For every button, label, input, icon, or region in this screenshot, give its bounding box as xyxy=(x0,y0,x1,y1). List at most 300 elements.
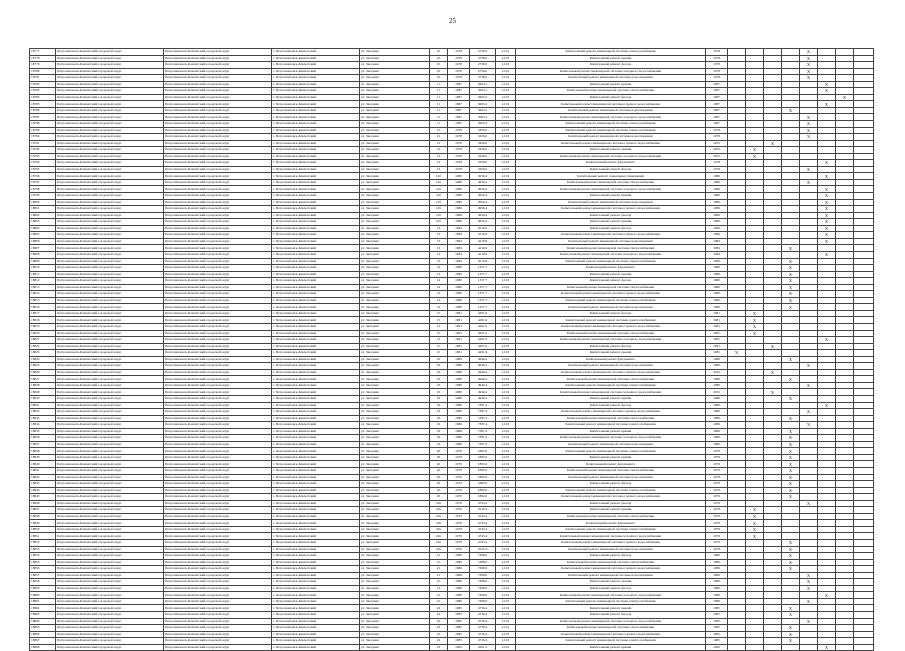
work-type-cell: Капитальный ремонт фасада xyxy=(516,553,706,560)
year-cell: 1986 xyxy=(448,559,470,566)
city-cell: г. Петропавловск-Камчатский xyxy=(272,644,360,651)
plan-year-cell: 1980 xyxy=(706,265,728,272)
work-type-cell: Капитальный ремонт инженерной системы горячего водоснабжения xyxy=(516,369,706,376)
area-cell: 4743,4 xyxy=(470,533,496,540)
municipality-cell: Петропавловск-Камчатский городской округ xyxy=(56,284,164,291)
unit-cell: 12.01 xyxy=(496,127,516,134)
municipality-cell: Петропавловск-Камчатский городской округ xyxy=(56,559,164,566)
row-id-cell: 18822 xyxy=(30,343,56,350)
work-type-cell: Капитальный ремонт крыши xyxy=(516,193,706,200)
mark-cell: X xyxy=(800,409,818,416)
unit-cell: 12.01 xyxy=(496,284,516,291)
area-cell: 4949,4 xyxy=(470,363,496,370)
unit-cell: 12.01 xyxy=(496,219,516,226)
house-cell: 13 xyxy=(430,225,448,232)
plan-year-cell: 1980 xyxy=(706,291,728,298)
year-cell: 1980 xyxy=(448,265,470,272)
municipality-cell: Петропавловск-Камчатский городской округ xyxy=(56,140,164,147)
house-cell: 11 xyxy=(430,101,448,108)
house-cell: 12б xyxy=(430,193,448,200)
unit-cell: 12.01 xyxy=(496,140,516,147)
city-cell: г. Петропавловск-Камчатский xyxy=(272,454,360,461)
city-cell: г. Петропавловск-Камчатский xyxy=(272,330,360,337)
city-cell: г. Петропавловск-Камчатский xyxy=(272,284,360,291)
settlement-cell: Петропавловск-Камчатский городской округ xyxy=(164,330,272,337)
plan-year-cell: 1986 xyxy=(706,402,728,409)
city-cell: г. Петропавловск-Камчатский xyxy=(272,297,360,304)
row-id-cell: 18843 xyxy=(30,481,56,488)
year-cell: 1979 xyxy=(448,533,470,540)
year-cell: 1986 xyxy=(448,199,470,206)
mark-cell: X xyxy=(818,238,836,245)
unit-cell: 12.01 xyxy=(496,134,516,141)
settlement-cell: Петропавловск-Камчатский городской округ xyxy=(164,147,272,154)
row-id-cell: 18813 xyxy=(30,284,56,291)
city-cell: г. Петропавловск-Камчатский xyxy=(272,592,360,599)
settlement-cell: Петропавловск-Камчатский городской округ xyxy=(164,402,272,409)
plan-year-cell: 1980 xyxy=(706,304,728,311)
mark-cell xyxy=(728,644,746,651)
work-type-cell: Капитальный ремонт крыши xyxy=(516,55,706,62)
street-cell: ул. Звездная xyxy=(360,343,430,350)
area-cell: 7368,0 xyxy=(470,566,496,573)
street-cell: ул. Звездная xyxy=(360,206,430,213)
year-cell: 1981 xyxy=(448,343,470,350)
mark-cell: X xyxy=(782,559,800,566)
street-cell: ул. Звездная xyxy=(360,559,430,566)
house-cell: 12 xyxy=(430,140,448,147)
work-type-cell: Капитальный ремонт инженерной системы теплоснабжения xyxy=(516,559,706,566)
house-cell: 21 xyxy=(430,559,448,566)
work-type-cell: Капитальный ремонт инженерной системы теплоснабжения xyxy=(516,88,706,95)
municipality-cell: Петропавловск-Камчатский городской округ xyxy=(56,212,164,219)
municipality-cell: Петропавловск-Камчатский городской округ xyxy=(56,265,164,272)
work-type-cell: Капитальный ремонт крыши xyxy=(516,507,706,514)
work-type-cell: Капитальный ремонт инженерной системы электроснабжения xyxy=(516,526,706,533)
work-type-cell: Капитальный ремонт инженерной системы водоотведения xyxy=(516,363,706,370)
area-cell: 2758,0 xyxy=(470,55,496,62)
plan-year-cell: 1986 xyxy=(706,212,728,219)
unit-cell: 12.01 xyxy=(496,75,516,82)
house-cell: 22 xyxy=(430,605,448,612)
settlement-cell: Петропавловск-Камчатский городской округ xyxy=(164,631,272,638)
street-cell: ул. Звездная xyxy=(360,481,430,488)
municipality-cell: Петропавловск-Камчатский городской округ xyxy=(56,304,164,311)
house-cell: 12 xyxy=(430,147,448,154)
row-id-cell: 18778 xyxy=(30,55,56,62)
unit-cell: 12.01 xyxy=(496,598,516,605)
area-cell: 4956,4 xyxy=(470,212,496,219)
mark-cell: X xyxy=(818,592,836,599)
street-cell: ул. Звездная xyxy=(360,376,430,383)
plan-year-cell: 1981 xyxy=(706,323,728,330)
year-cell: 1984 xyxy=(448,232,470,239)
municipality-cell: Петропавловск-Камчатский городской округ xyxy=(56,428,164,435)
area-cell: 3456,0 xyxy=(470,127,496,134)
mark-cell: X xyxy=(800,127,818,134)
street-cell: ул. Звездная xyxy=(360,284,430,291)
house-cell: 19 xyxy=(430,435,448,442)
work-type-cell: Капитальный ремонт инженерной системы холодного водоснабжения xyxy=(516,618,706,625)
unit-cell: 12.01 xyxy=(496,62,516,69)
mark-cell: X xyxy=(782,278,800,285)
work-type-cell: Капитальный ремонт крыши xyxy=(516,395,706,402)
house-cell: 21 xyxy=(430,572,448,579)
municipality-cell: Петропавловск-Камчатский городской округ xyxy=(56,631,164,638)
city-cell: г. Петропавловск-Камчатский xyxy=(272,566,360,573)
unit-cell: 12.01 xyxy=(496,441,516,448)
house-cell: 16 xyxy=(430,356,448,363)
work-type-cell: Капитальный ремонт инженерной системы электроснабжения xyxy=(516,49,706,56)
house-cell: 12 xyxy=(430,166,448,173)
mark-cell: X xyxy=(782,271,800,278)
work-type-cell: Капитальный ремонт фасада xyxy=(516,62,706,69)
unit-cell: 12.01 xyxy=(496,638,516,645)
year-cell: 1986 xyxy=(448,409,470,416)
work-type-cell: Капитальный ремонт инженерной системы горячего водоснабжения xyxy=(516,494,706,501)
year-cell: 1981 xyxy=(448,337,470,344)
year-cell: 1979 xyxy=(448,468,470,475)
settlement-cell: Петропавловск-Камчатский городской округ xyxy=(164,494,272,501)
settlement-cell: Петропавловск-Камчатский городской округ xyxy=(164,605,272,612)
street-cell: ул. Звездная xyxy=(360,435,430,442)
unit-cell: 12.01 xyxy=(496,245,516,252)
city-cell: г. Петропавловск-Камчатский xyxy=(272,402,360,409)
municipality-cell: Петропавловск-Камчатский городской округ xyxy=(56,343,164,350)
area-cell: 4201,9 xyxy=(470,310,496,317)
municipality-cell: Петропавловск-Камчатский городской округ xyxy=(56,612,164,619)
mark-cell: X xyxy=(746,317,764,324)
city-cell: г. Петропавловск-Камчатский xyxy=(272,572,360,579)
house-cell: 14 xyxy=(430,284,448,291)
city-cell: г. Петропавловск-Камчатский xyxy=(272,62,360,69)
house-cell: 21 xyxy=(430,579,448,586)
area-cell: 1882,0 xyxy=(470,494,496,501)
mark-cell: X xyxy=(782,481,800,488)
city-cell: г. Петропавловск-Камчатский xyxy=(272,494,360,501)
area-cell: 4219,9 xyxy=(470,258,496,265)
house-cell: 20а xyxy=(430,526,448,533)
mark-cell: X xyxy=(818,219,836,226)
mark-cell: X xyxy=(800,75,818,82)
street-cell: ул. Звездная xyxy=(360,487,430,494)
mark-cell: X xyxy=(800,579,818,586)
house-cell: 15 xyxy=(430,317,448,324)
municipality-cell: Петропавловск-Камчатский городской округ xyxy=(56,127,164,134)
year-cell: 1978 xyxy=(448,75,470,82)
unit-cell: 12.01 xyxy=(496,487,516,494)
row-id-cell: 18781 xyxy=(30,75,56,82)
municipality-cell: Петропавловск-Камчатский городской округ xyxy=(56,474,164,481)
mark-cell: X xyxy=(782,553,800,560)
settlement-cell: Петропавловск-Камчатский городской округ xyxy=(164,251,272,258)
work-type-cell: Капитальный ремонт инженерной системы холодного водоснабжения xyxy=(516,389,706,396)
row-id-cell: 18801 xyxy=(30,206,56,213)
house-cell: 12 xyxy=(430,153,448,160)
plan-year-cell: 1986 xyxy=(706,409,728,416)
year-cell: 1987 xyxy=(448,114,470,121)
unit-cell: 12.01 xyxy=(496,107,516,114)
unit-cell: 12.01 xyxy=(496,513,516,520)
city-cell: г. Петропавловск-Камчатский xyxy=(272,258,360,265)
area-cell: 1357,7 xyxy=(470,297,496,304)
settlement-cell: Петропавловск-Камчатский городской округ xyxy=(164,507,272,514)
work-type-cell: Капитальный ремонт фасада xyxy=(516,278,706,285)
work-type-cell: Капитальный ремонт инженерной системы водоотведения xyxy=(516,546,706,553)
row-id-cell: 18796 xyxy=(30,173,56,180)
settlement-cell: Петропавловск-Камчатский городской округ xyxy=(164,49,272,56)
work-type-cell: Капитальный ремонт инженерной системы теплоснабжения xyxy=(516,330,706,337)
municipality-cell: Петропавловск-Камчатский городской округ xyxy=(56,487,164,494)
year-cell: 1980 xyxy=(448,271,470,278)
municipality-cell: Петропавловск-Камчатский городской округ xyxy=(56,153,164,160)
area-cell: 4201,9 xyxy=(470,343,496,350)
street-cell: ул. Звездная xyxy=(360,389,430,396)
house-cell: 22 xyxy=(430,631,448,638)
year-cell: 1986 xyxy=(448,212,470,219)
row-id-cell: 18837 xyxy=(30,441,56,448)
work-type-cell: Капитальный ремонт инженерной системы электроснабжения xyxy=(516,487,706,494)
work-type-cell: Капитальный ремонт инженерной системы электроснабжения xyxy=(516,638,706,645)
house-cell: 22 xyxy=(430,625,448,632)
unit-cell: 12.01 xyxy=(496,68,516,75)
municipality-cell: Петропавловск-Камчатский городской округ xyxy=(56,618,164,625)
city-cell: г. Петропавловск-Камчатский xyxy=(272,441,360,448)
unit-cell: 12.01 xyxy=(496,409,516,416)
house-cell: 13 xyxy=(430,251,448,258)
mark-cell: X xyxy=(818,232,836,239)
row-id-cell: 18820 xyxy=(30,330,56,337)
house-cell: 16 xyxy=(430,389,448,396)
mark-cell: X xyxy=(818,88,836,95)
plan-year-cell: 1984 xyxy=(706,258,728,265)
row-id-cell: 18793 xyxy=(30,153,56,160)
row-id-cell: 18805 xyxy=(30,232,56,239)
mark-cell: X xyxy=(782,441,800,448)
year-cell: 1979 xyxy=(448,500,470,507)
work-type-cell: Капитальный ремонт фасада xyxy=(516,166,706,173)
mark-cell: X xyxy=(818,206,836,213)
city-cell: г. Петропавловск-Камчатский xyxy=(272,49,360,56)
area-cell: 7368,0 xyxy=(470,553,496,560)
year-cell: 1979 xyxy=(448,487,470,494)
street-cell: ул. Звездная xyxy=(360,572,430,579)
house-cell: 20а xyxy=(430,500,448,507)
area-cell: 4201,9 xyxy=(470,350,496,357)
work-type-cell: Капитальный ремонт инженерной системы водоотведения xyxy=(516,75,706,82)
page-number: 25 xyxy=(449,17,456,25)
house-cell: 22 xyxy=(430,638,448,645)
settlement-cell: Петропавловск-Камчатский городской округ xyxy=(164,317,272,324)
plan-year-cell: 1986 xyxy=(706,193,728,200)
mark-cell: X xyxy=(782,245,800,252)
work-type-cell: Капитальный ремонт инженерной системы холодного водоснабжения xyxy=(516,186,706,193)
plan-year-cell: 1979 xyxy=(706,546,728,553)
unit-cell: 12.01 xyxy=(496,193,516,200)
row-id-cell: 18802 xyxy=(30,212,56,219)
plan-year-cell: 1986 xyxy=(706,363,728,370)
row-id-cell: 18828 xyxy=(30,382,56,389)
work-type-cell: Капитальный ремонт фасада xyxy=(516,225,706,232)
mark-cell: X xyxy=(818,644,836,651)
street-cell: ул. Звездная xyxy=(360,186,430,193)
unit-cell: 12.01 xyxy=(496,631,516,638)
street-cell: ул. Звездная xyxy=(360,598,430,605)
row-id-cell: 18780 xyxy=(30,68,56,75)
plan-year-cell: 1987 xyxy=(706,81,728,88)
row-id-cell: 18847 xyxy=(30,507,56,514)
plan-year-cell: 1986 xyxy=(706,186,728,193)
area-cell: 4201,9 xyxy=(470,337,496,344)
year-cell: 1986 xyxy=(448,382,470,389)
street-cell: ул. Звездная xyxy=(360,605,430,612)
row-id-cell: 18834 xyxy=(30,422,56,429)
unit-cell: 12.01 xyxy=(496,540,516,547)
settlement-cell: Петропавловск-Камчатский городской округ xyxy=(164,487,272,494)
house-cell: 20 xyxy=(430,454,448,461)
street-cell: ул. Звездная xyxy=(360,579,430,586)
street-cell: ул. Звездная xyxy=(360,350,430,357)
street-cell: ул. Звездная xyxy=(360,291,430,298)
house-cell: 16 xyxy=(430,382,448,389)
year-cell: 1986 xyxy=(448,441,470,448)
street-cell: ул. Звездная xyxy=(360,415,430,422)
street-cell: ул. Звездная xyxy=(360,369,430,376)
street-cell: ул. Звездная xyxy=(360,585,430,592)
municipality-cell: Петропавловск-Камчатский городской округ xyxy=(56,258,164,265)
mark-cell: X xyxy=(800,114,818,121)
plan-year-cell: 1986 xyxy=(706,559,728,566)
area-cell: 4743,4 xyxy=(470,540,496,547)
year-cell: 1979 xyxy=(448,494,470,501)
settlement-cell: Петропавловск-Камчатский городской округ xyxy=(164,134,272,141)
plan-year-cell: 1978 xyxy=(706,55,728,62)
house-cell: 21 xyxy=(430,598,448,605)
mark-cell: X xyxy=(782,546,800,553)
row-id-cell: 18814 xyxy=(30,291,56,298)
house-cell: 22 xyxy=(430,618,448,625)
plan-year-cell: 1986 xyxy=(706,382,728,389)
settlement-cell: Петропавловск-Камчатский городской округ xyxy=(164,468,272,475)
row-id-cell: 18784 xyxy=(30,94,56,101)
street-cell: ул. Звездная xyxy=(360,382,430,389)
street-cell: ул. Звездная xyxy=(360,566,430,573)
unit-cell: 12.01 xyxy=(496,382,516,389)
year-cell: 1986 xyxy=(448,376,470,383)
row-id-cell: 18791 xyxy=(30,140,56,147)
year-cell: 1986 xyxy=(448,219,470,226)
street-cell: ул. Звездная xyxy=(360,107,430,114)
year-cell: 1986 xyxy=(448,389,470,396)
mark-cell: X xyxy=(818,402,836,409)
house-cell: 14 xyxy=(430,271,448,278)
mark-cell: X xyxy=(782,631,800,638)
unit-cell: 12.01 xyxy=(496,389,516,396)
city-cell: г. Петропавловск-Камчатский xyxy=(272,127,360,134)
row-id-cell: 18838 xyxy=(30,448,56,455)
row-id-cell: 18803 xyxy=(30,219,56,226)
street-cell: ул. Звездная xyxy=(360,88,430,95)
work-type-cell: Капитальный ремонт инженерной системы водоотведения xyxy=(516,238,706,245)
municipality-cell: Петропавловск-Камчатский городской округ xyxy=(56,540,164,547)
settlement-cell: Петропавловск-Камчатский городской округ xyxy=(164,382,272,389)
city-cell: г. Петропавловск-Камчатский xyxy=(272,631,360,638)
year-cell: 1984 xyxy=(448,258,470,265)
street-cell: ул. Звездная xyxy=(360,121,430,128)
mark-cell: X xyxy=(818,212,836,219)
street-cell: ул. Звездная xyxy=(360,612,430,619)
year-cell: 1978 xyxy=(448,166,470,173)
settlement-cell: Петропавловск-Камчатский городской округ xyxy=(164,271,272,278)
house-cell: 15 xyxy=(430,310,448,317)
municipality-cell: Петропавловск-Камчатский городской округ xyxy=(56,121,164,128)
area-cell: 4949,4 xyxy=(470,389,496,396)
row-id-cell: 18819 xyxy=(30,323,56,330)
mark-cell: X xyxy=(782,638,800,645)
house-cell: 21 xyxy=(430,566,448,573)
area-cell: 7368,0 xyxy=(470,598,496,605)
street-cell: ул. Звездная xyxy=(360,173,430,180)
municipality-cell: Петропавловск-Камчатский городской округ xyxy=(56,382,164,389)
municipality-cell: Петропавловск-Камчатский городской округ xyxy=(56,644,164,651)
mark-cell xyxy=(782,644,800,651)
year-cell: 1978 xyxy=(448,147,470,154)
settlement-cell: Петропавловск-Камчатский городской округ xyxy=(164,500,272,507)
unit-cell: 12.01 xyxy=(496,88,516,95)
mark-cell: X xyxy=(782,291,800,298)
area-cell: 5663,2 xyxy=(470,114,496,121)
area-cell: 7368,0 xyxy=(470,559,496,566)
work-type-cell: Капитальный ремонт инженерной системы холодного водоснабжения xyxy=(516,533,706,540)
year-cell: 1979 xyxy=(448,448,470,455)
house-cell: 11 xyxy=(430,107,448,114)
house-cell: 13 xyxy=(430,245,448,252)
city-cell: г. Петропавловск-Камчатский xyxy=(272,415,360,422)
unit-cell: 12.01 xyxy=(496,343,516,350)
work-type-cell: Капитальный ремонт инженерной системы теплоснабжения xyxy=(516,245,706,252)
area-cell: 4956,4 xyxy=(470,173,496,180)
area-cell: 4956,4 xyxy=(470,193,496,200)
mark-cell: X xyxy=(782,566,800,573)
plan-year-cell: 1985 xyxy=(706,625,728,632)
unit-cell: 12.01 xyxy=(496,265,516,272)
mark-cell: X xyxy=(800,68,818,75)
plan-year-cell: 1992 xyxy=(706,644,728,651)
area-cell: 4736,4 xyxy=(470,612,496,619)
work-type-cell: Капитальный ремонт инженерной системы горячего водоснабжения xyxy=(516,566,706,573)
row-id-cell: 18809 xyxy=(30,258,56,265)
year-cell: 1986 xyxy=(448,356,470,363)
plan-year-cell: 1986 xyxy=(706,572,728,579)
area-cell: 1882,0 xyxy=(470,448,496,455)
year-cell: 1986 xyxy=(448,193,470,200)
plan-year-cell: 1986 xyxy=(706,219,728,226)
street-cell: ул. Звездная xyxy=(360,219,430,226)
settlement-cell: Петропавловск-Камчатский городской округ xyxy=(164,454,272,461)
house-cell: 22 xyxy=(430,612,448,619)
house-cell: 10 xyxy=(430,75,448,82)
row-id-cell: 18777 xyxy=(30,49,56,56)
settlement-cell: Петропавловск-Камчатский городской округ xyxy=(164,310,272,317)
house-cell: 11 xyxy=(430,94,448,101)
city-cell: г. Петропавловск-Камчатский xyxy=(272,376,360,383)
unit-cell: 12.01 xyxy=(496,363,516,370)
year-cell: 1986 xyxy=(448,402,470,409)
house-cell: 14 xyxy=(430,291,448,298)
settlement-cell: Петропавловск-Камчатский городской округ xyxy=(164,533,272,540)
municipality-cell: Петропавловск-Камчатский городской округ xyxy=(56,454,164,461)
area-cell: 3456,0 xyxy=(470,160,496,167)
